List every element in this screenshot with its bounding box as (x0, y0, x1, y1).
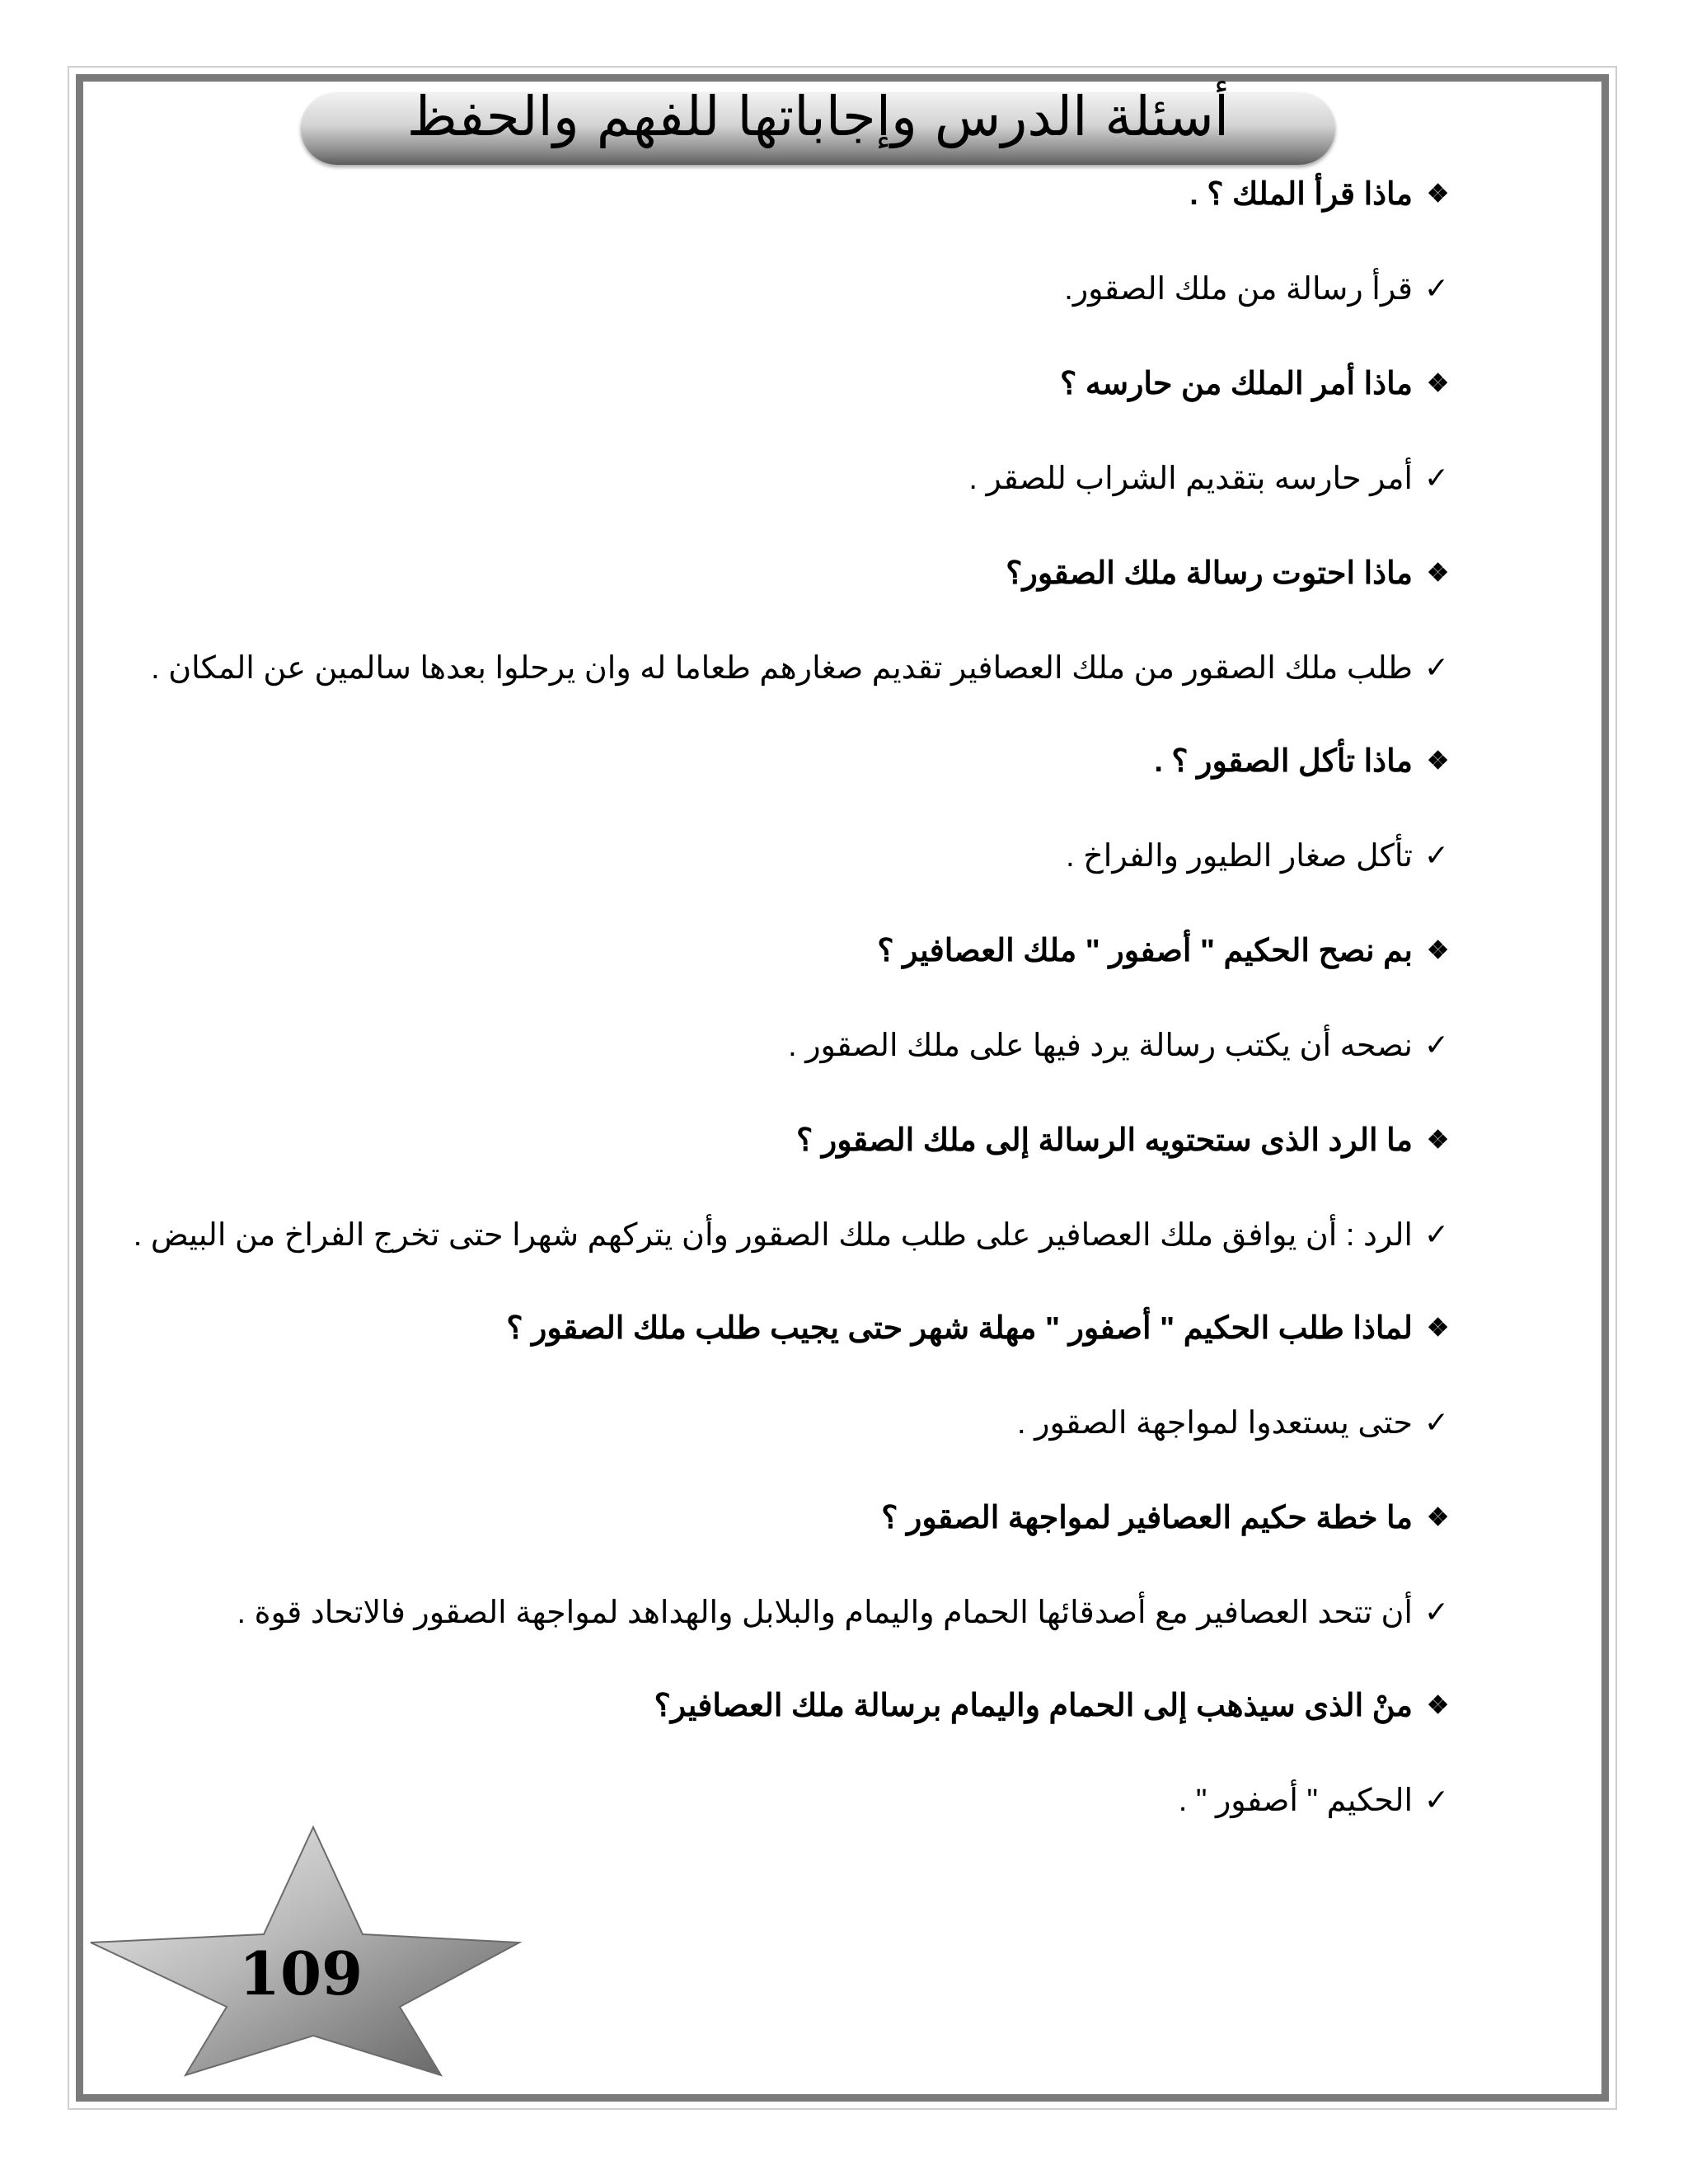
answer (114, 1212, 1449, 1259)
question (114, 1305, 1449, 1352)
answer-text: أمر حارسه بتقديم الشراب للصقر . (968, 462, 1413, 496)
qa-item (114, 1305, 1449, 1447)
checkmark-icon: ✓ (1423, 1406, 1449, 1440)
question (114, 928, 1449, 974)
checkmark-icon: ✓ (1423, 272, 1449, 306)
diamond-bullet-icon: ❖ (1427, 1127, 1449, 1154)
question-text: ماذا قرأ الملك ؟ . (1189, 177, 1413, 212)
answer (114, 644, 1449, 692)
checkmark-icon: ✓ (1423, 1783, 1449, 1817)
checkmark-icon: ✓ (1423, 1218, 1449, 1252)
question-text: منْ الذى سيذهب إلى الحمام واليمام برسالة ملك العصافير؟ (654, 1689, 1413, 1723)
question-text: ماذا تأكل الصقور ؟ . (1154, 744, 1413, 779)
qa-item (114, 171, 1449, 313)
question (114, 361, 1449, 407)
question-text: ماذا احتوت رسالة ملك الصقور؟ (1006, 556, 1413, 591)
question-text: لماذا طلب الحكيم " أصفور " مهلة شهر حتى يجيب طلب ملك الصقور ؟ (506, 1311, 1413, 1346)
answer (114, 1022, 1449, 1070)
question-text: بم نصح الحكيم " أصفور " ملك العصافير ؟ (877, 934, 1413, 968)
question (114, 1118, 1449, 1164)
qa-item (114, 361, 1449, 503)
diamond-bullet-icon: ❖ (1427, 1692, 1449, 1719)
checkmark-icon: ✓ (1423, 651, 1449, 685)
diamond-bullet-icon: ❖ (1427, 1315, 1449, 1342)
question-text: ما خطة حكيم العصافير لمواجهة الصقور ؟ (881, 1501, 1413, 1535)
answer-text: قرأ رسالة من ملك الصقور. (1064, 272, 1413, 307)
question (114, 171, 1449, 218)
answer-text: أن تتحد العصافير مع أصدقائها الحمام واليمام والبلابل والهداهد لمواجهة الصقور فالاتحاد قوة . (237, 1596, 1413, 1630)
answer-text: نصحه أن يكتب رسالة يرد فيها على ملك الصقور . (788, 1029, 1413, 1063)
question (114, 1683, 1449, 1729)
checkmark-icon: ✓ (1423, 1029, 1449, 1062)
diamond-bullet-icon: ❖ (1427, 1504, 1449, 1531)
question (114, 551, 1449, 597)
qa-item (114, 928, 1449, 1070)
page-title: أسئلة الدرس وإجاباتها للفهم والحفظ (406, 85, 1230, 148)
qa-item (114, 551, 1449, 692)
qa-item (114, 1495, 1449, 1637)
diamond-bullet-icon: ❖ (1427, 370, 1449, 397)
qa-item (114, 1118, 1449, 1259)
qa-item (114, 738, 1449, 880)
diamond-bullet-icon: ❖ (1427, 180, 1449, 208)
answer-text: الحكيم " أصفور " . (1178, 1783, 1413, 1818)
answer-text: الرد : أن يوافق ملك العصافير على طلب ملك الصقور وأن يتركهم شهرا حتى تخرج الفراخ من البيض . (133, 1218, 1413, 1253)
diamond-bullet-icon: ❖ (1427, 748, 1449, 775)
qa-item (114, 1683, 1449, 1825)
answer-text: تأكل صغار الطيور والفراخ . (1066, 839, 1413, 874)
answer (114, 1589, 1449, 1637)
answer (114, 265, 1449, 313)
diamond-bullet-icon: ❖ (1427, 937, 1449, 964)
diamond-bullet-icon: ❖ (1427, 560, 1449, 587)
answer-text: طلب ملك الصقور من ملك العصافير تقديم صغارهم طعاما له وان يرحلوا بعدها سالمين عن المكان . (151, 651, 1413, 686)
answer-text: حتى يستعدوا لمواجهة الصقور . (1017, 1406, 1413, 1441)
answer (114, 455, 1449, 503)
question-text: ماذا أمر الملك من حارسه ؟ (1060, 367, 1413, 401)
question (114, 738, 1449, 785)
question-text: ما الرد الذى ستحتويه الرسالة إلى ملك الصقور ؟ (796, 1123, 1413, 1158)
answer (114, 1777, 1449, 1825)
checkmark-icon: ✓ (1423, 839, 1449, 873)
answer (114, 1399, 1449, 1447)
checkmark-icon: ✓ (1423, 462, 1449, 495)
question (114, 1495, 1449, 1541)
qa-list (114, 171, 1449, 1872)
answer (114, 832, 1449, 880)
checkmark-icon: ✓ (1423, 1596, 1449, 1629)
page-number: 109 (238, 1938, 363, 2008)
